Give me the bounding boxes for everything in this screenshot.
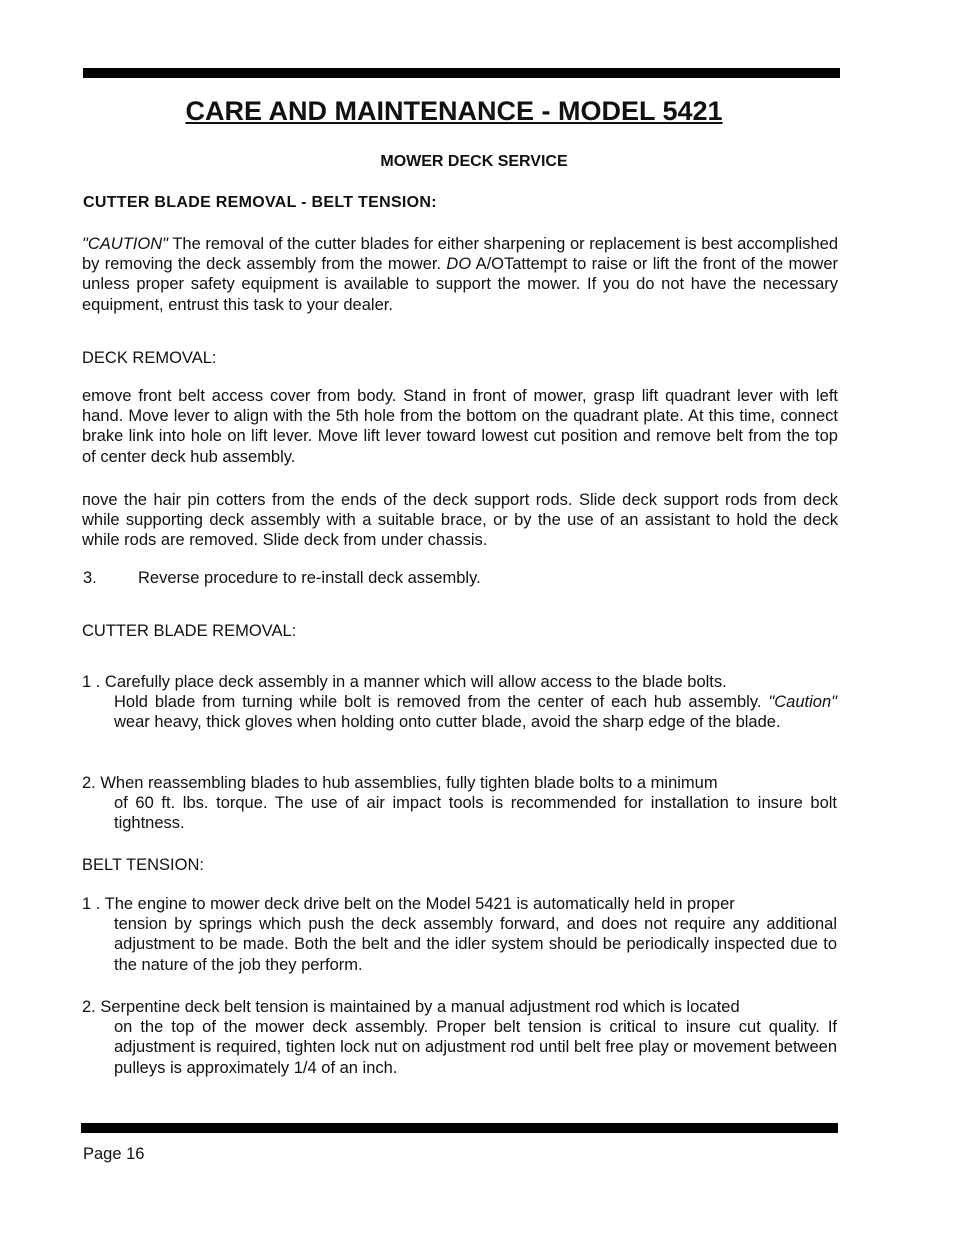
caution-label: "CAUTION" (82, 235, 168, 253)
caution-text-2: A/OTattempt to raise or lift the front of the mower unless proper safety equipment is available to support the mower. If you do not have the necessary equipment, entrust this task to your dealer. (82, 255, 838, 314)
bottom-rule (81, 1123, 838, 1133)
cutter-item-1-rest-b: wear heavy, thick gloves when holding onto cutter blade, avoid the sharp edge of the blade. (114, 713, 781, 732)
belt-item-1-rest: tension by springs which push the deck assembly forward, and does not require any additional adjustment to be made. Both the belt and the idler system should be periodically inspected due to the nature of the job they perform. (114, 915, 837, 974)
cutter-item-1-rest-a: Hold blade from turning while bolt is removed from the center of each hub assembly. (114, 693, 769, 712)
deck-removal-step-3 (83, 569, 481, 588)
caution-paragraph (82, 234, 838, 315)
belt-item-2-first: 2. Serpentine deck belt tension is maintained by a manual adjustment rod which is located (82, 998, 740, 1016)
top-rule (83, 68, 840, 78)
deck-removal-label: DECK REMOVAL: (82, 349, 217, 367)
cutter-item-1-caution: "Caution" (768, 693, 837, 712)
section-subtitle: MOWER DECK SERVICE (380, 153, 568, 170)
deck-removal-step-2: пove the hair pin cotters from the ends of the deck support rods. Slide deck support rods from deck while supporting deck assembly with a suitable brace, or by the use of an assistant to hold the deck while rods are removed. Slide deck from under chassis. (82, 491, 838, 550)
step-3-text: Reverse procedure to re-install deck assembly. (138, 569, 481, 587)
cutter-item-2 (82, 773, 837, 834)
section-heading: CUTTER BLADE REMOVAL - BELT TENSION: (83, 194, 437, 211)
page-number: Page 16 (83, 1145, 145, 1163)
caution-do: DO (446, 255, 472, 274)
cutter-item-1-first: 1 . Carefully place deck assembly in a manner which will allow access to the blade bolts. (82, 673, 727, 691)
caution-text-1: The removal of the cutter blades for either sharpening or replacement is best accomplished by removing the deck assembly from the mower. (82, 235, 838, 274)
cutter-blade-removal-label: CUTTER BLADE REMOVAL: (82, 622, 297, 640)
cutter-item-2-first: 2. When reassembling blades to hub assemblies, fully tighten blade bolts to a minimum (82, 774, 718, 792)
belt-item-1-first: 1 . The engine to mower deck drive belt on the Model 5421 is automatically held in proper (82, 895, 735, 913)
step-3-number: 3. (83, 569, 97, 587)
belt-tension-label: BELT TENSION: (82, 856, 204, 874)
cutter-item-1 (82, 672, 837, 733)
belt-item-2 (82, 997, 837, 1078)
belt-item-2-rest: on the top of the mower deck assembly. Proper belt tension is critical to insure cut quality. If adjustment is required, tighten lock nut on adjustment rod until belt free play or movement between pulleys is approximately 1/4 of an inch. (114, 1018, 837, 1077)
deck-removal-step-1: еmove front belt access cover from body. Stand in front of mower, grasp lift quadrant lever with left hand. Move lever to align with the 5th hole from the bottom on the quadrant plate. At this time, connect brake link into hole on lift lever. Move lift lever toward lowest cut position and remove belt from the top of center deck hub assembly. (82, 387, 838, 466)
page-title: CARE AND MAINTENANCE - MODEL 5421 (185, 96, 723, 126)
cutter-item-2-rest: of 60 ft. lbs. torque. The use of air impact tools is recommended for installation to insure bolt tightness. (114, 794, 837, 833)
belt-item-1 (82, 894, 837, 975)
cutter-item-1-rest (82, 692, 837, 732)
